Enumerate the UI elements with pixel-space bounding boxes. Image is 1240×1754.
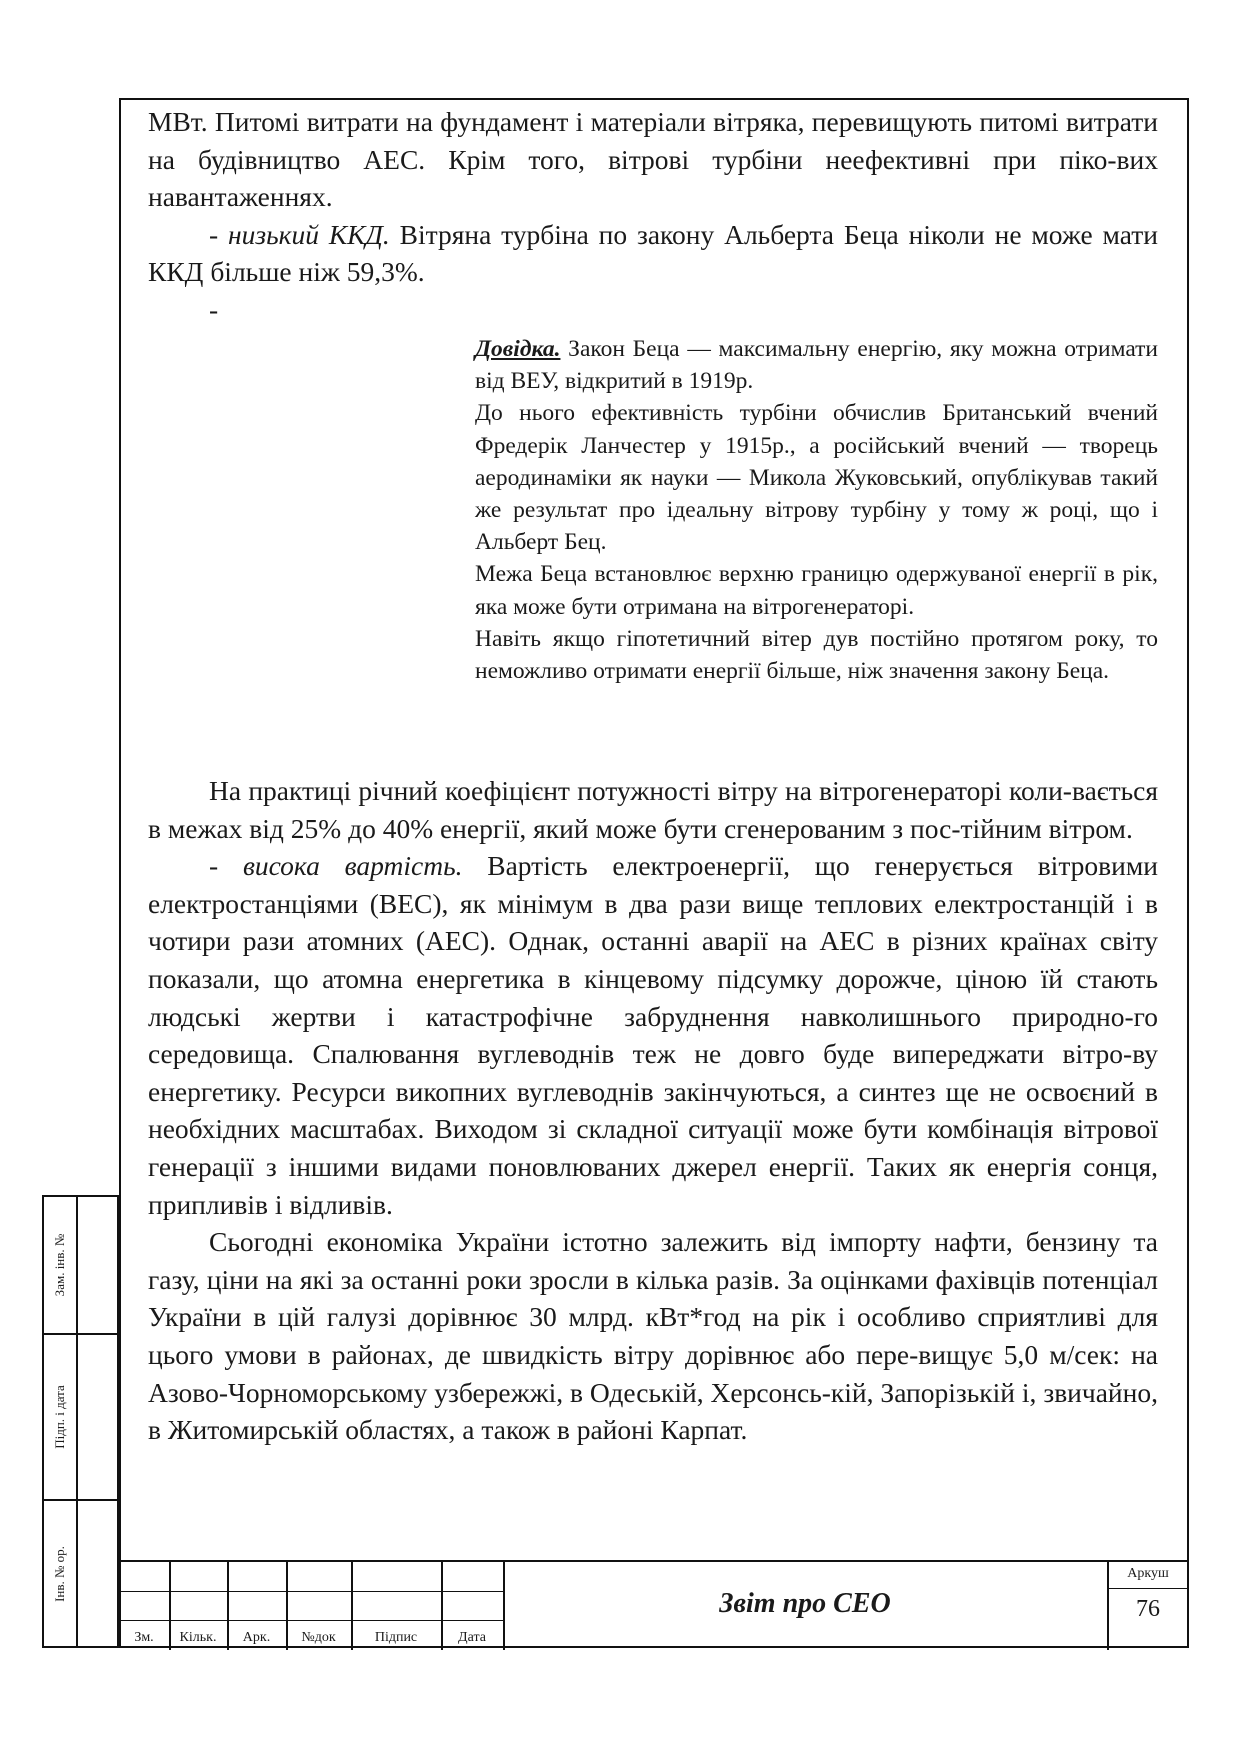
paragraph-intro: МВт. Питомі витрати на фундамент і матеріали вітряка, перевищують питомі витрати на будівництво АЕС. Крім того, вітрові турбіни неефективні при піко-вих навантаженнях. [148, 106, 1158, 213]
title-block [119, 1560, 1189, 1650]
document-title: Звіт про СЕО [719, 1588, 891, 1619]
sheet-label: Аркуш [1127, 1566, 1169, 1581]
sheet-number: 76 [1136, 1596, 1160, 1622]
reference-p2: До нього ефективність турбіни обчислив Британський вчений Фредерік Ланчестер у 1915р., а російський вчений — творець аеродинаміки як науки — Микола Жуковський, опублікував такий же результат про ідеальну вітрову турбіну у тому ж році, що і Альберт Бец. [475, 400, 1158, 556]
stamp-col-date: Дата [458, 1630, 486, 1645]
stamp-col-signature: Підпис [374, 1630, 418, 1645]
document-body-bottom [148, 772, 1158, 1449]
side-cell-inv-orig [42, 1499, 119, 1648]
reference-note [475, 333, 1158, 687]
stamp-col-ndok: №док [301, 1630, 336, 1645]
side-stamp [42, 1195, 119, 1648]
stamp-col-ark: Арк. [242, 1630, 271, 1645]
reference-p4: Навіть якщо гіпотетичний вітер дув постійно протягом року, то неможливо отримати енергії більше, ніж значення закону Беца. [475, 625, 1158, 685]
bullet-low-efficiency: - низький ККД. Вітряна турбіна по закону Альберта Беца ніколи не може мати ККД більше ніж 59,3%. [148, 218, 1158, 288]
bullet-high-cost: - висока вартість. Вартість електроенергії, що генерується вітровими електростанціями (ВЕС), як мінімум в два рази вище теплових електростанцій і в чотири рази атомних (АЕС). Однак, останні аварії на АЕС в різних країнах світу показали, що атомна енергетика в кінцевому підсумку дорожче, ціною їй стають людські жертви і катастрофічне забруднення навколишнього природно-го середовища. Спалювання вуглеводнів теж не довго буде випереджати вітро-ву енергетику. Ресурси викопних вуглеводнів закінчуються, а синтез ще не освоєний в необхідних масштабах. Виходом зі складної ситуації може бути комбінація вітрової генерації з іншими видами поновлюваних джерел енергії. Таких як енергія сонця, припливів і відливів. [148, 850, 1158, 1220]
reference-title: Довідка. [475, 336, 561, 362]
lone-dash: - [209, 293, 219, 325]
term-low-efficiency: низький ККД. [228, 218, 390, 250]
side-label-zam-inv: Зам. інв. № [52, 1233, 67, 1297]
side-label-sign-date: Підп. і дата [52, 1385, 67, 1449]
side-cell-sign-date [42, 1333, 119, 1501]
reference-p3: Межа Беца встановлює верхню границю одержуваної енергії в рік, яка може бути отримана на вітрогенераторі. [475, 561, 1158, 620]
side-label-inv-orig: Інв. № ор. [52, 1545, 67, 1602]
term-high-cost: висока вартість. [242, 850, 463, 882]
paragraph-practice: На практиці річний коефіцієнт потужності вітру на вітрогенераторі коли-вається в межах від 25% до 40% енергії, який може бути сгенерованим з пос-тійним вітром. [148, 775, 1158, 844]
paragraph-ukraine: Сьогодні економіка України істотно залежить від імпорту нафти, бензину та газу, ціни на які за останні роки зросли в кілька разів. За оцінками фахівців потенціал України в цій галузі дорівнює 30 млрд. кВт*год на рік і особливо сприятливі для цього умови в районах, де швидкість вітру дорівнює або пере-вищує 5,0 м/сек: на Азово-Чорноморському узбережжі, в Одеській, Херсонсь-кій, Запорізькій і, звичайно, в Житомирській областях, а також в районі Карпат. [148, 1226, 1158, 1446]
side-cell-zam-inv [42, 1195, 119, 1335]
stamp-col-zm: Зм. [134, 1630, 154, 1645]
reference-intro: Довідка. Закон Беца — максимальну енергію, яку можна отримати від ВЕУ, відкритий в 1919р. [475, 336, 1158, 395]
stamp-col-kilk: Кільк. [179, 1630, 217, 1645]
document-body-top [148, 103, 1158, 329]
